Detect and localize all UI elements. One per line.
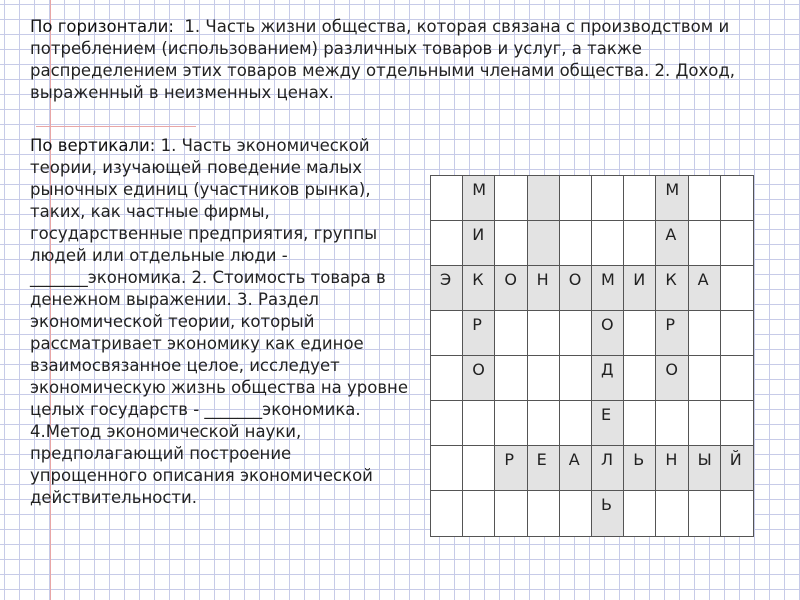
crossword-cell [495,491,527,536]
crossword-cell: Ь [592,491,624,536]
crossword-cell [689,491,721,536]
crossword-cell [528,176,560,221]
crossword-cell [624,221,656,266]
crossword-cell [656,401,688,446]
crossword-cell: Р [495,446,527,491]
crossword-cell [689,401,721,446]
crossword-cell [495,356,527,401]
crossword-cell [689,176,721,221]
down-heading: По вертикали: [30,136,156,155]
crossword-cell: Р [463,311,495,356]
crossword-cell: Э [431,266,463,311]
crossword-cell: Ы [689,446,721,491]
crossword-cell [431,491,463,536]
crossword-cell [431,221,463,266]
crossword-cell [431,356,463,401]
crossword-cell [560,176,592,221]
crossword-cell [656,491,688,536]
crossword-cell [592,221,624,266]
crossword-cell: К [656,266,688,311]
crossword-cell [431,176,463,221]
crossword-cell [431,311,463,356]
crossword-cell: И [463,221,495,266]
crossword-cell [431,446,463,491]
crossword-cell: Н [528,266,560,311]
crossword-cell [495,176,527,221]
crossword-cell [721,266,753,311]
crossword-cell: Е [528,446,560,491]
crossword-cell [528,311,560,356]
crossword-cell: О [495,266,527,311]
crossword-cell [495,221,527,266]
crossword-cell: А [689,266,721,311]
notebook-margin-line-horizontal [36,126,196,127]
crossword-cell [528,221,560,266]
crossword-cell [624,356,656,401]
across-clues-text: 1. Часть жизни общества, которая связана с производством и потреблением (использованием) различных товаров и услуг, а также распределением этих товаров между отдельными членами общества. 2. Доход, выраженный в неизменных ценах. [30,17,736,102]
crossword-cell [463,446,495,491]
crossword-cell [721,491,753,536]
crossword-cell [431,401,463,446]
crossword-cell [528,356,560,401]
crossword-cell [624,176,656,221]
crossword-cell: О [560,266,592,311]
crossword-cell [592,176,624,221]
down-clues-text: 1. Часть экономической теории, изучающей поведение малых рыночных единиц (участников рынка), таких, как частные фирмы, государственные предприятия, группы людей или отдельные люди - _______экономика. 2. Стоимость товара в денежном выражении. 3. Раздел экономической теории, который рассматривает экономику как единое взаимосвязанное целое, исследует экономическую жизнь общества на уровне целых государств - _______экономика. 4.Метод экономической науки, предполагающий построение упрощенного описания экономической действительности. [30,136,408,507]
crossword-cell [721,221,753,266]
crossword-cell [689,221,721,266]
across-heading: По горизонтали: [30,17,174,36]
crossword-cell [560,401,592,446]
crossword-cell: А [560,446,592,491]
down-clues [30,135,412,509]
crossword-cell [495,401,527,446]
crossword-cell [528,401,560,446]
crossword-cell: Р [656,311,688,356]
crossword-cell: К [463,266,495,311]
crossword-cell [495,311,527,356]
crossword-cell [624,311,656,356]
crossword-cell: О [463,356,495,401]
crossword-cell [721,356,753,401]
crossword-cell [463,491,495,536]
crossword-cell: И [624,266,656,311]
crossword-cell: Н [656,446,688,491]
crossword-cell [721,401,753,446]
crossword-cell: М [592,266,624,311]
crossword-cell [624,401,656,446]
across-clues [30,16,780,104]
crossword-cell: Ь [624,446,656,491]
crossword-cell: О [592,311,624,356]
crossword-cell [721,311,753,356]
crossword-cell [560,221,592,266]
crossword-cell [560,491,592,536]
crossword-cell [721,176,753,221]
crossword-cell: Й [721,446,753,491]
crossword-cell: О [656,356,688,401]
crossword-cell [560,356,592,401]
crossword-cell: Л [592,446,624,491]
crossword-cell: Е [592,401,624,446]
crossword-grid [430,175,754,537]
crossword-cell: А [656,221,688,266]
crossword-cell: М [463,176,495,221]
crossword-cell [463,401,495,446]
crossword-cell [624,491,656,536]
crossword-cell [689,311,721,356]
crossword-cell [689,356,721,401]
crossword-cell: М [656,176,688,221]
crossword-cell: Д [592,356,624,401]
crossword-cell [528,491,560,536]
crossword-cell [560,311,592,356]
